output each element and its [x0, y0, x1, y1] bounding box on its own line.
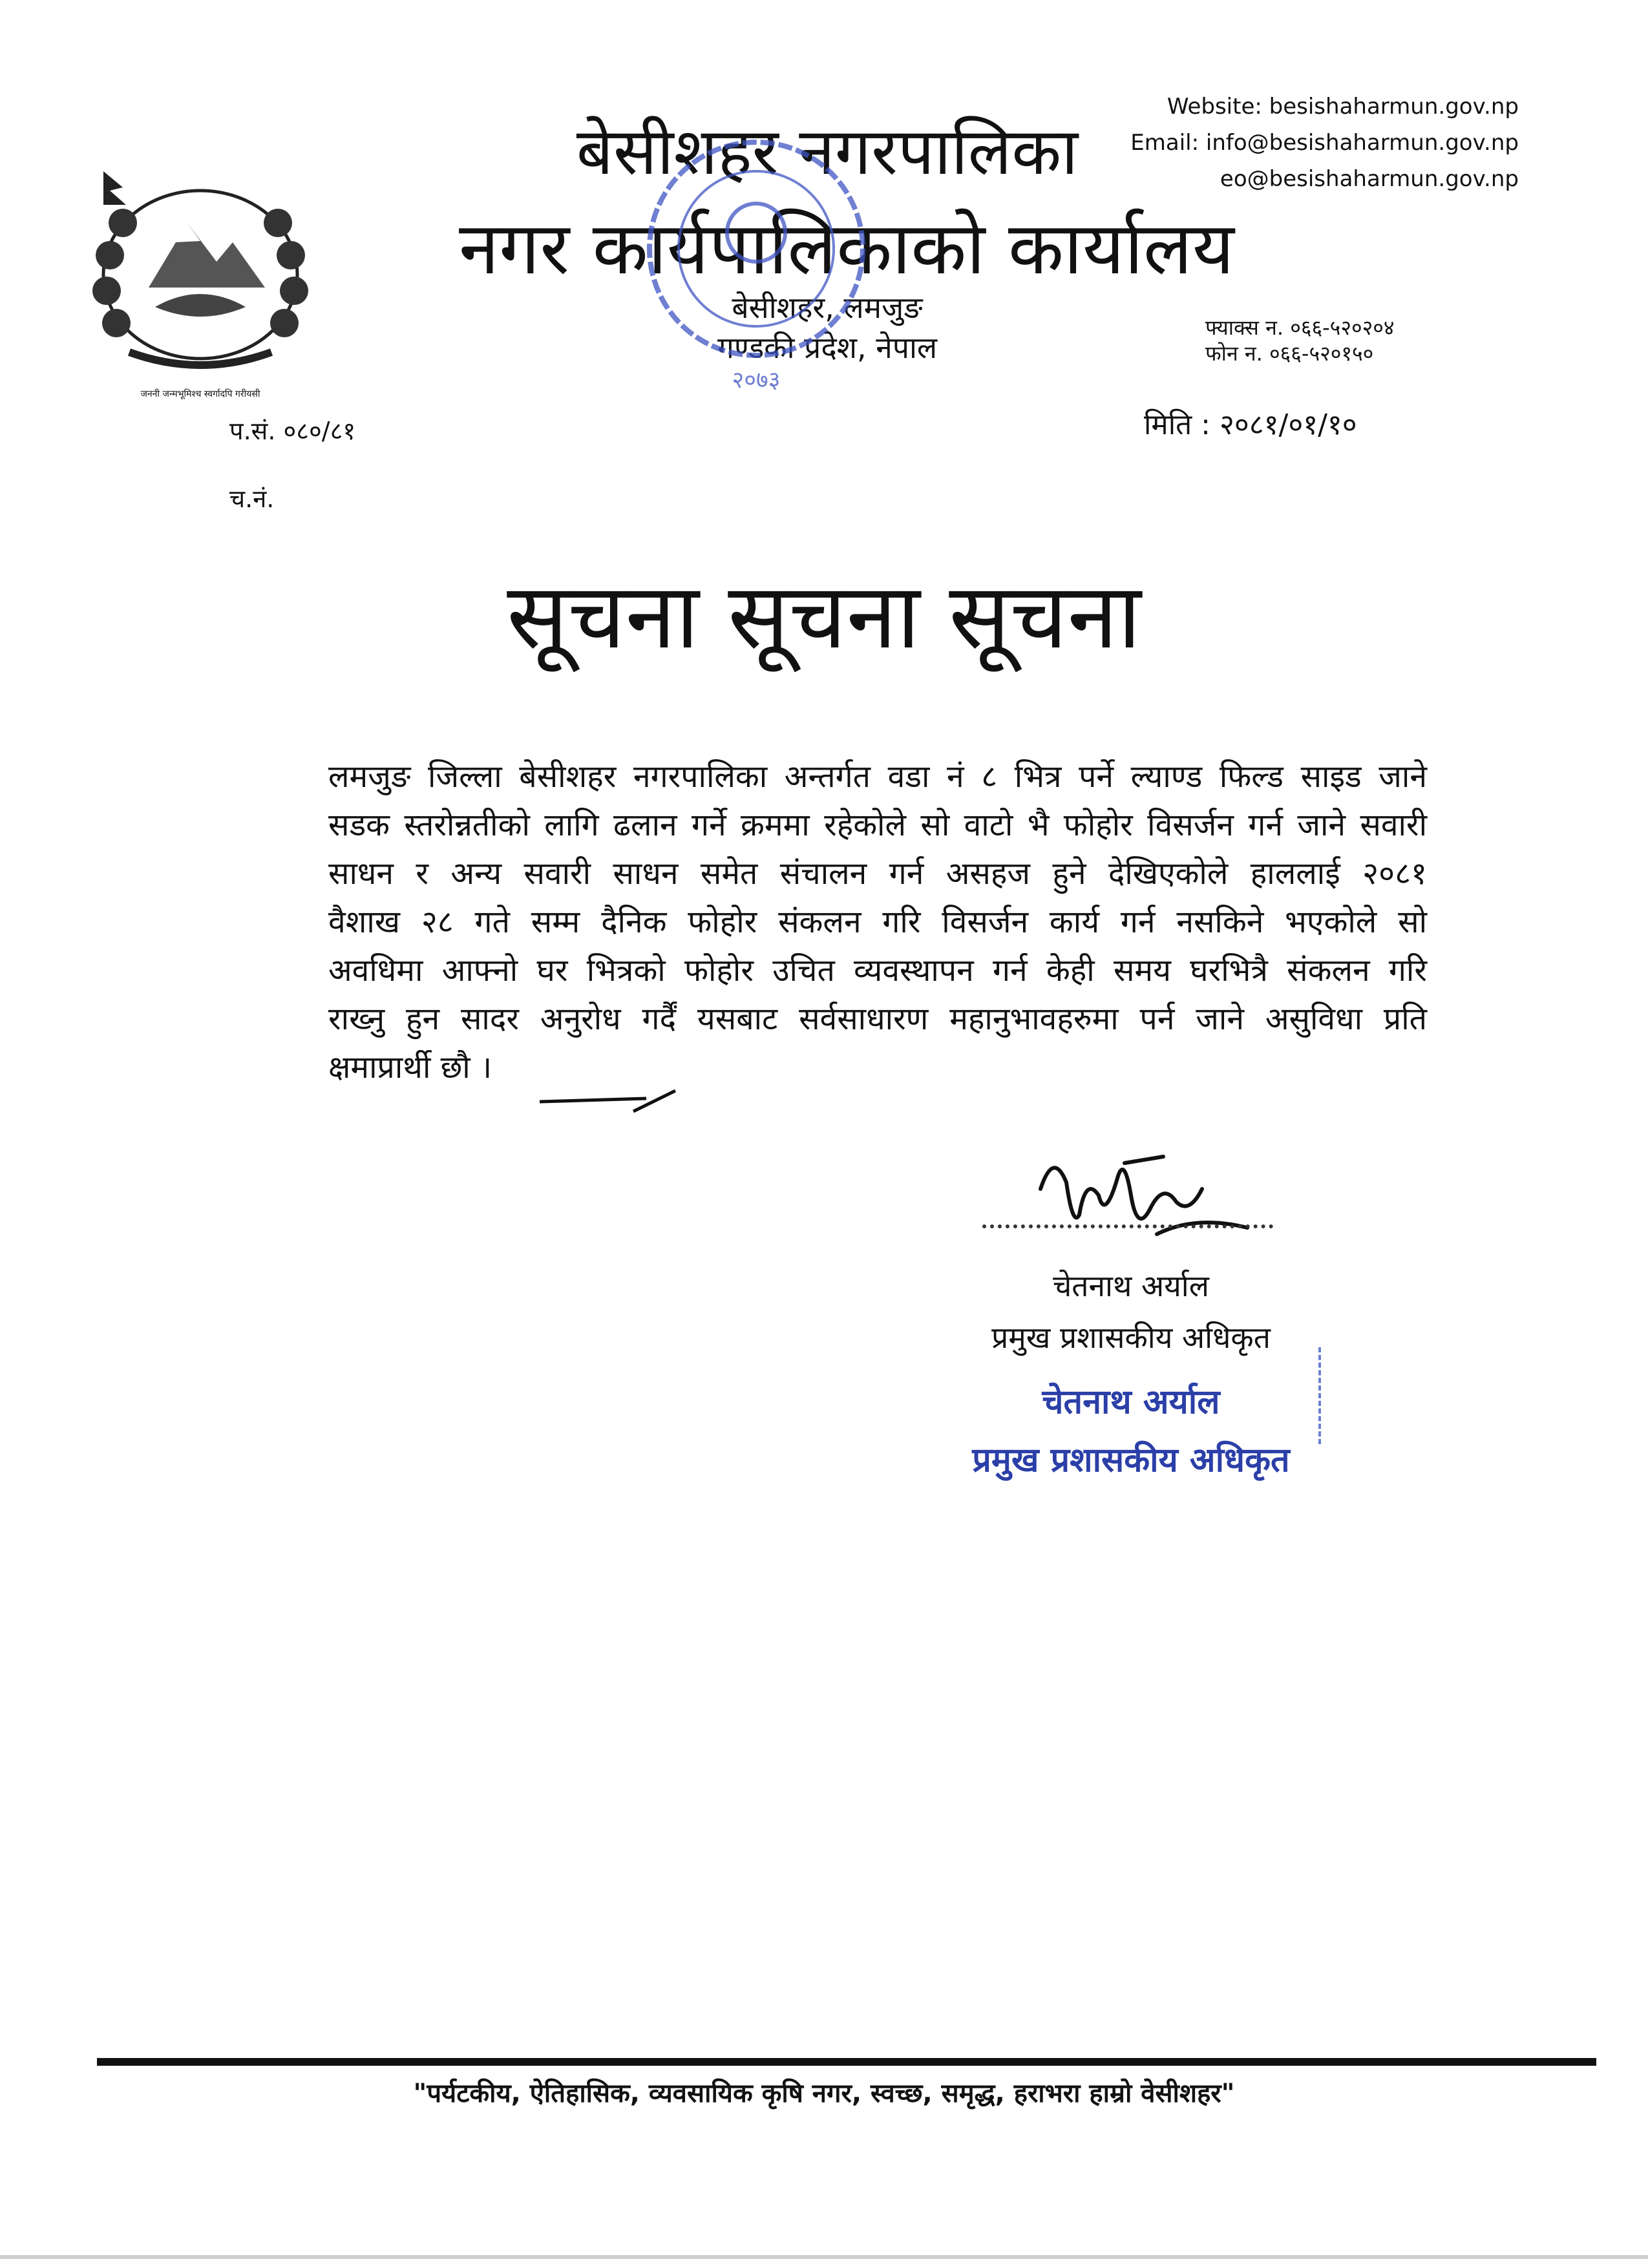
notice-title: सूचना सूचना सूचना — [507, 564, 1141, 669]
footer-motto: "पर्यटकीय, ऐतिहासिक, व्यवसायिक कृषि नगर, स्वच्छ, समृद्ध, हराभरा हाम्रो वेसीशहर" — [413, 2079, 1235, 2108]
body-line: सडक स्तरोन्नतीको लागि ढलान गर्ने क्रममा रहेकोले सो वाटो भै फोहोर विसर्जन गर्न जाने सवारी — [328, 807, 1427, 843]
email-secondary-text: eo@besishaharmun.gov.np — [1220, 166, 1519, 192]
signer-name: चेतनाथ अर्याल — [1053, 1268, 1209, 1303]
fax-number: फ्याक्स न. ०६६-५२०२०४ — [1205, 315, 1395, 340]
body-line: राख्नु हुन सादर अनुरोध गर्दैं यसबाट सर्वसाधारण महानुभावहरुमा पर्न जाने असुविधा प्रति — [328, 1001, 1427, 1037]
body-line: साधन र अन्य सवारी साधन समेत संचालन गर्न असहज हुने देखिएकोले हाललाई २०८१ — [328, 856, 1427, 892]
body-line: क्षमाप्रार्थी छौ । — [328, 1049, 492, 1086]
footer-rule — [97, 2058, 1596, 2066]
scan-bottom-edge — [0, 2255, 1648, 2259]
office-name: नगर कार्यपालिकाको कार्यालय — [459, 207, 1234, 291]
address-line-1: बेसीशहर, लमजुङ — [732, 290, 923, 325]
stamp-year: २०७३ — [732, 367, 781, 394]
reference-number: प.सं. ०८०/८१ — [229, 417, 356, 445]
phone-number: फोन न. ०६६-५२०१५० — [1205, 341, 1374, 366]
stamp-signer-name: चेतनाथ अर्याल — [1042, 1383, 1220, 1422]
body-line: लमजुङ जिल्ला बेसीशहर नगरपालिका अन्तर्गत वडा नं ८ भित्र पर्ने ल्याण्ड फिल्ड साइड जाने — [328, 759, 1427, 795]
email-text: Email: info@besishaharmun.gov.np — [1130, 130, 1519, 156]
signer-title: प्रमुख प्रशासकीय अधिकृत — [991, 1320, 1271, 1355]
handwritten-signature-icon — [1028, 1137, 1260, 1266]
dispatch-number: च.नं. — [229, 485, 275, 513]
notice-body — [328, 753, 1427, 1092]
emblem-caption: जननी जन्मभूमिश्च स्वर्गादपि गरीयसी — [140, 389, 260, 399]
signature-line — [982, 1224, 1273, 1228]
stamp-border-mark — [1318, 1347, 1327, 1444]
municipality-round-stamp-icon — [620, 103, 892, 407]
website-text: Website: besishaharmun.gov.np — [1167, 94, 1519, 120]
notice-date: मिति : २०८१/०१/१० — [1144, 408, 1357, 441]
body-line: अवधिमा आफ्नो घर भित्रको फोहोर उचित व्यवस्थापन गर्न केही समय घरभित्रै संकलन गरि — [328, 952, 1427, 989]
nepal-government-emblem-icon — [78, 165, 323, 397]
stamp-signer-title: प्रमुख प्रशासकीय अधिकृत — [972, 1441, 1290, 1480]
body-line: वैशाख २८ गते सम्म दैनिक फोहोर संकलन गरि विसर्जन कार्य गर्न नसकिने भएकोले सो — [328, 904, 1427, 940]
end-dash-mark — [536, 1086, 685, 1118]
organization-name: बेसीशहर नगरपालिका — [576, 114, 1079, 189]
address-line-2: गण्डकी प्रदेश, नेपाल — [717, 330, 938, 365]
